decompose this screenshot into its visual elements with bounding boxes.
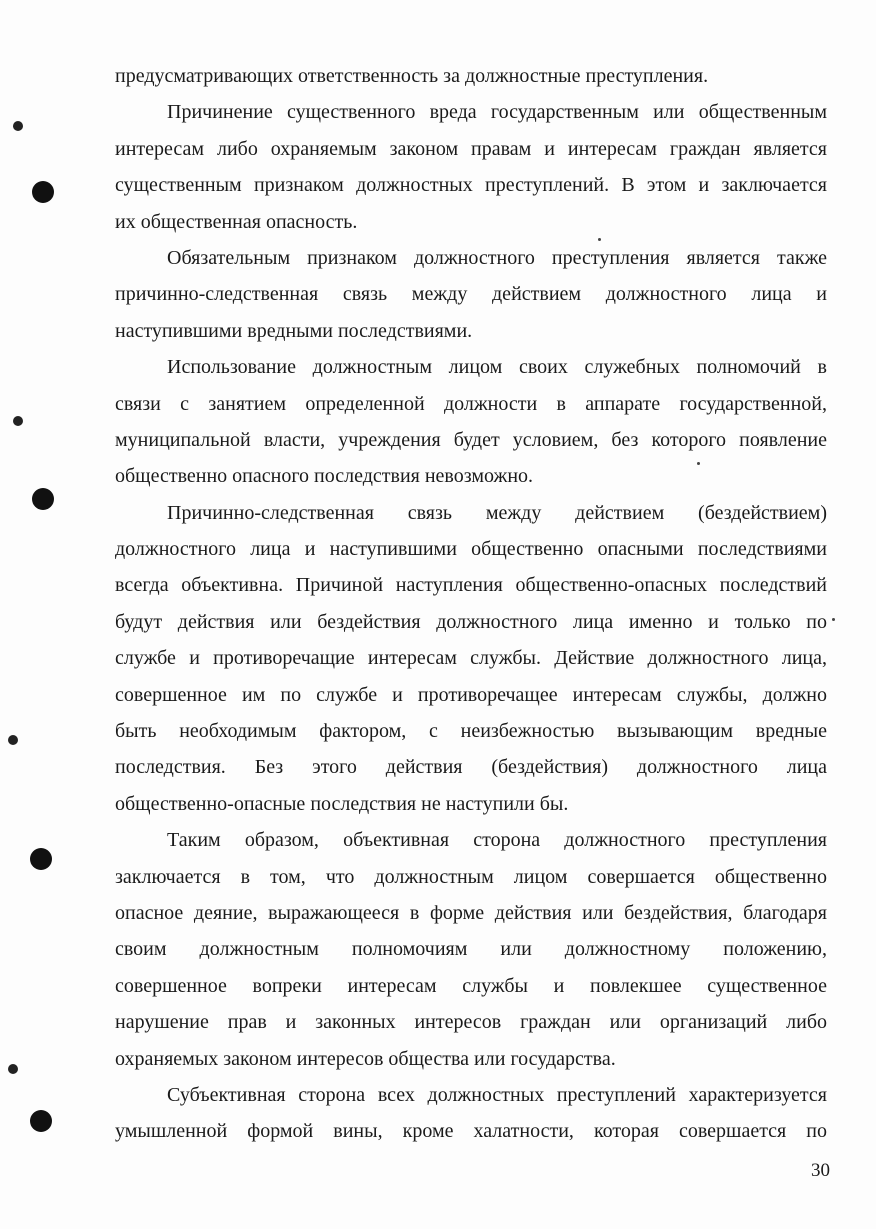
text-line: предусматривающих ответственность за должностные преступления. — [115, 65, 709, 87]
text-line: связи с занятием определенной должности в аппарате государственной, — [115, 392, 827, 415]
text-line: муниципальной власти, учреждения будет условием, без которого появление — [115, 428, 827, 451]
text-line: охраняемых законом интересов общества или государства. — [115, 1047, 616, 1070]
text-line: Обязательным признаком должностного преступления является также — [167, 246, 827, 269]
binder-hole — [30, 848, 52, 870]
binder-hole-mark — [8, 1064, 18, 1074]
text-line: опасное деяние, выражающееся в форме действия или бездействия, благодаря — [115, 901, 827, 924]
binder-hole — [32, 488, 54, 510]
binder-hole-mark — [13, 416, 23, 426]
text-line: интересам либо охраняемым законом правам и интересам граждан является — [115, 137, 827, 160]
text-line: должностного лица и наступившими общественно опасными последствиями — [115, 538, 827, 561]
text-line: общественно опасного последствия невозможно. — [115, 465, 534, 488]
text-line: умышленной формой вины, кроме халатности, которая совершается по — [115, 1120, 827, 1143]
binder-hole — [30, 1110, 52, 1132]
binder-hole-mark — [8, 735, 18, 745]
text-line: Таким образом, объективная сторона должностного преступления — [167, 829, 827, 852]
text-line: всегда объективна. Причиной наступления общественно-опасных последствий — [115, 574, 827, 597]
text-line: Использование должностным лицом своих служебных полномочий в — [167, 356, 827, 379]
body-text — [115, 58, 827, 1150]
text-line: причинно-следственная связь между действием должностного лица и — [115, 283, 827, 306]
text-line: совершенное им по службе и противоречащее интересам службы, должно — [115, 683, 827, 706]
page-number: 30 — [811, 1160, 830, 1181]
text-line: будут действия или бездействия должностного лица именно и только по — [115, 610, 827, 633]
text-line: их общественная опасность. — [115, 210, 358, 233]
scan-speck — [832, 618, 835, 621]
text-line: нарушение прав и законных интересов граждан или организаций либо — [115, 1011, 827, 1034]
text-line: совершенное вопреки интересам службы и повлекшее существенное — [115, 974, 827, 997]
text-line: Субъективная сторона всех должностных преступлений характеризуется — [167, 1083, 827, 1106]
text-line: заключается в том, что должностным лицом совершается общественно — [115, 865, 827, 888]
text-line: существенным признаком должностных преступлений. В этом и заключается — [115, 174, 827, 197]
text-line: последствия. Без этого действия (бездействия) должностного лица — [115, 756, 827, 779]
text-line: быть необходимым фактором, с неизбежностью вызывающим вредные — [115, 720, 827, 743]
text-line: Причинение существенного вреда государственным или общественным — [167, 101, 827, 124]
text-line: службе и противоречащие интересам службы. Действие должностного лица, — [115, 647, 827, 670]
text-line: Причинно-следственная связь между действием (бездействием) — [167, 501, 827, 524]
text-line: наступившими вредными последствиями. — [115, 319, 473, 342]
text-line: своим должностным полномочиям или должностному положению, — [115, 938, 827, 961]
text-line: общественно-опасные последствия не наступили бы. — [115, 792, 569, 815]
binder-hole — [32, 181, 54, 203]
binder-hole-mark — [13, 121, 23, 131]
